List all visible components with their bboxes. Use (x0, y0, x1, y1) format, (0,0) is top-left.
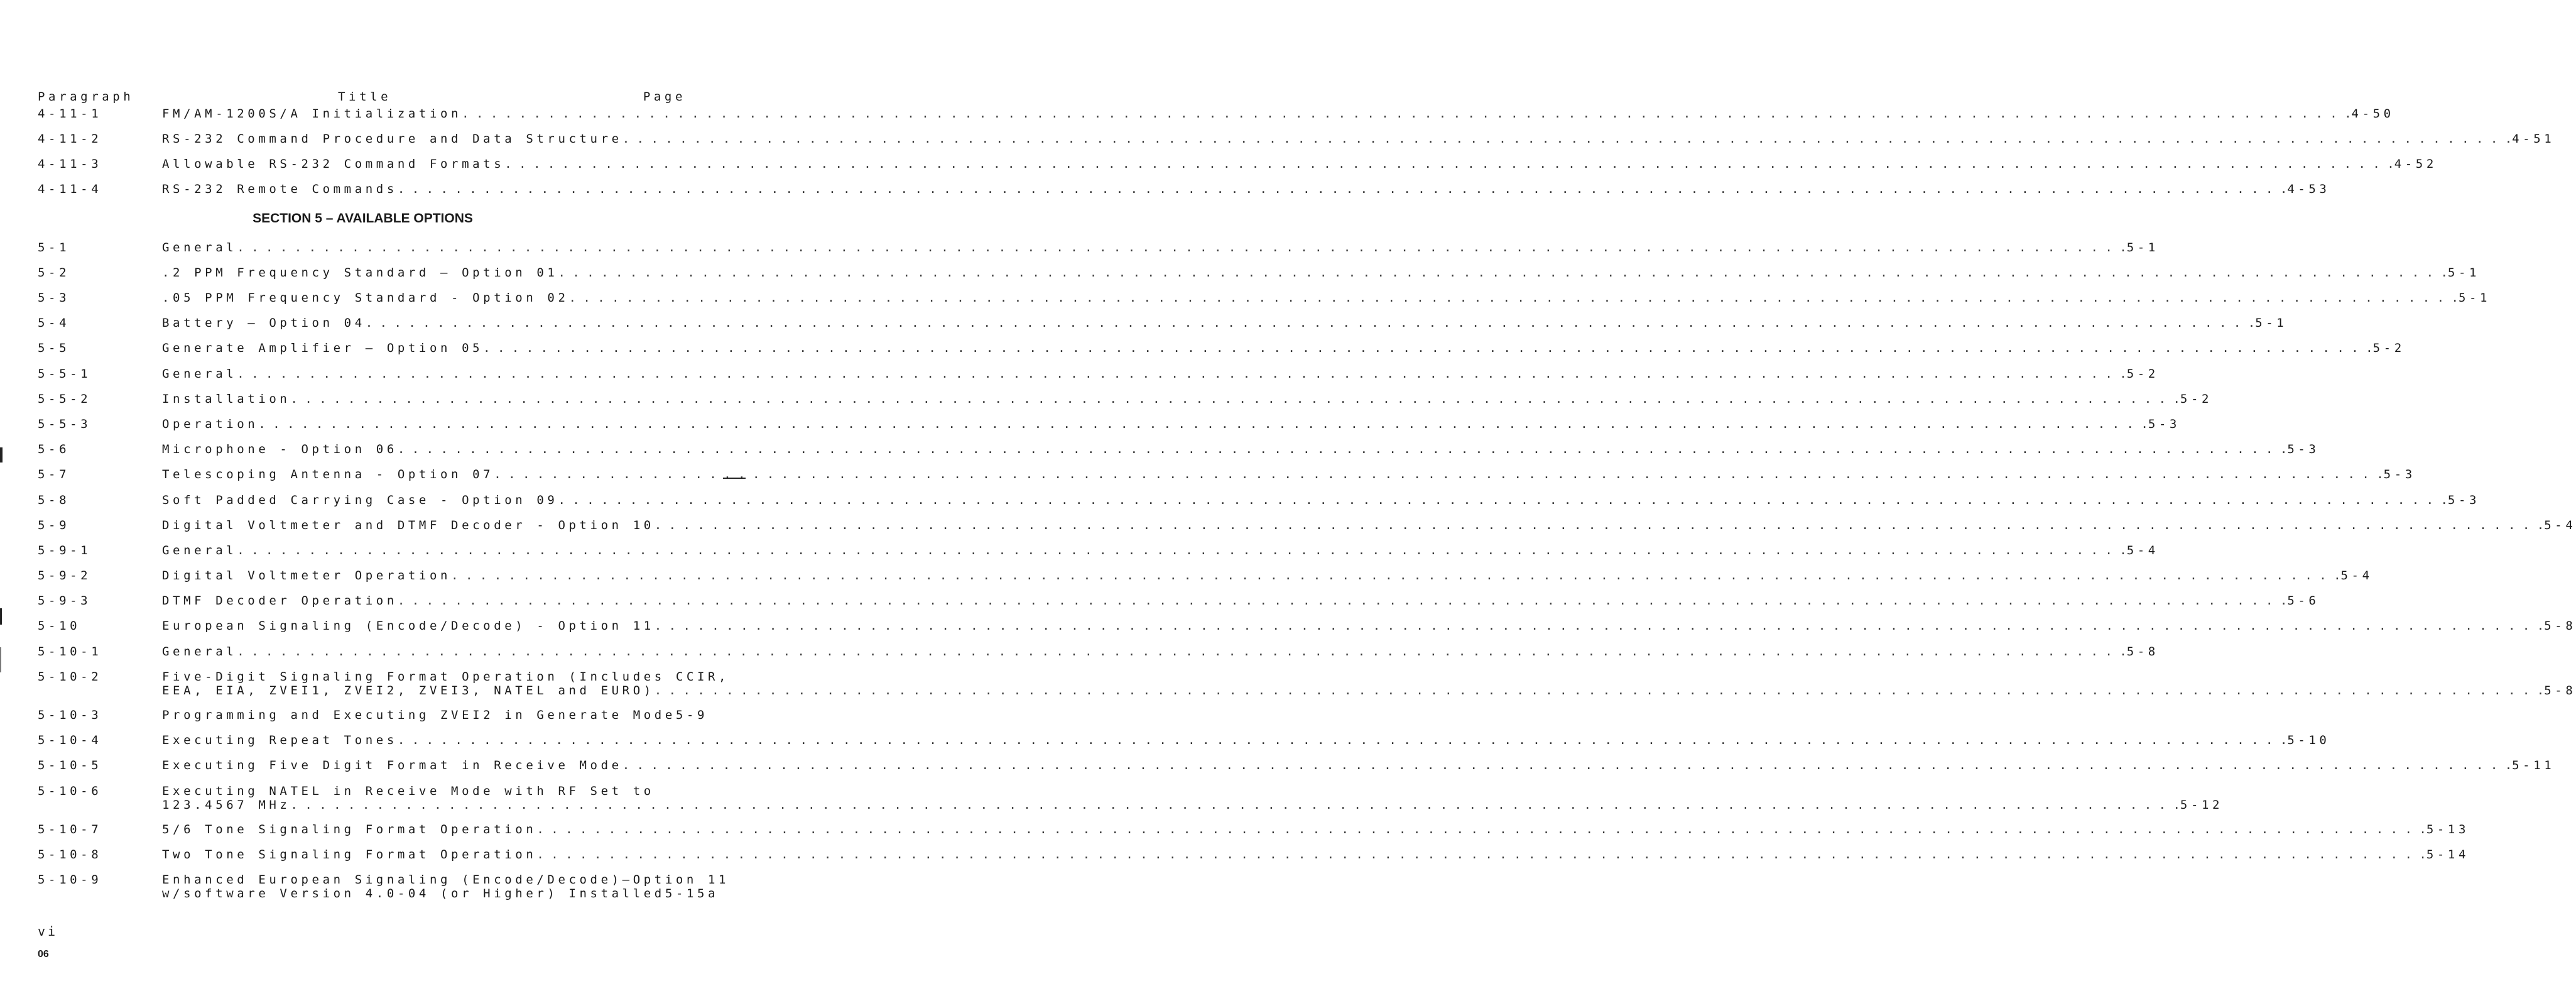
entry-title: Soft Padded Carrying Case - Option 09 (162, 493, 558, 507)
dot-leader (655, 684, 2544, 698)
toc-entry (162, 341, 2405, 355)
entry-line (162, 241, 2159, 254)
paragraph-number: 5-10-9 (38, 873, 102, 887)
entry-title: Enhanced European Signaling (Encode/Decode)–Option 11 (162, 873, 730, 887)
entry-line (162, 367, 2159, 381)
page-reference: 5-3 (2148, 417, 2180, 431)
entry-line (162, 670, 730, 684)
entry-title: RS-232 Remote Commands (162, 182, 398, 196)
entry-title: Five-Digit Signaling Format Operation (Includes CCIR, (162, 670, 730, 684)
column-header-title: Title (338, 90, 392, 104)
paragraph-number: 4-11-4 (38, 182, 102, 196)
dot-leader (258, 417, 2148, 431)
entry-title: 123.4567 MHz (162, 798, 291, 812)
entry-title: General (162, 241, 237, 254)
page-reference: 5-6 (2287, 594, 2320, 608)
page-reference: 4-52 (2394, 157, 2437, 171)
paragraph-number: 5-9-3 (38, 594, 92, 608)
entry-title: Allowable RS-232 Command Formats (162, 157, 505, 171)
paragraph-number: 5-3 (38, 291, 70, 305)
toc-entry (162, 873, 730, 900)
paragraph-number: 5-5-3 (38, 417, 92, 431)
page-reference: 5-1 (2126, 241, 2159, 254)
entry-title: Telescoping Antenna - Option 07 (162, 468, 494, 481)
entry-line (162, 392, 2213, 406)
dot-leader (290, 798, 2180, 812)
dot-leader (398, 182, 2287, 196)
entry-line (162, 544, 2159, 557)
page-reference: 5-2 (2180, 392, 2213, 406)
toc-entry (162, 266, 2481, 280)
entry-line (162, 266, 2481, 280)
entry-line (162, 887, 719, 900)
page-reference: 5-15a (665, 887, 719, 900)
paragraph-number: 5-8 (38, 493, 70, 507)
toc-entry (162, 442, 2320, 456)
dot-leader (558, 493, 2447, 507)
entry-line (162, 417, 2180, 431)
page-reference: 5-4 (2544, 518, 2576, 532)
page-reference: 5-14 (2426, 848, 2469, 862)
scan-mark (0, 447, 3, 462)
entry-line (162, 107, 2394, 121)
entry-title: General (162, 367, 237, 381)
entry-line (162, 784, 688, 798)
entry-title: .05 PPM Frequency Standard - Option 02 (162, 291, 569, 305)
paragraph-number: 4-11-2 (38, 132, 102, 146)
paragraph-number: 5-5-2 (38, 392, 92, 406)
paragraph-number: 5-9 (38, 518, 70, 532)
paragraph-number: 5-10-4 (38, 733, 102, 747)
entry-title: Operation (162, 417, 259, 431)
entry-title: 5/6 Tone Signaling Format Operation (162, 823, 537, 836)
page-reference: 5-8 (2544, 619, 2576, 633)
page-reference: 5-3 (2383, 468, 2416, 481)
page-reference: 5-1 (2447, 266, 2481, 280)
dot-leader (398, 442, 2287, 456)
entry-line (162, 684, 2576, 698)
page-reference: 5-8 (2544, 684, 2576, 698)
entry-title: w/software Version 4.0-04 (or Higher) Installed (162, 887, 665, 900)
entry-line (162, 758, 2555, 772)
entry-line (162, 518, 2576, 532)
toc-entry (162, 518, 2576, 532)
entry-line (162, 316, 2288, 330)
toc-entry (162, 544, 2159, 557)
entry-title: .2 PPM Frequency Standard – Option 01 (162, 266, 558, 280)
entry-line (162, 619, 2576, 633)
entry-title: Battery – Option 04 (162, 316, 366, 330)
entry-line (162, 594, 2320, 608)
toc-entry (162, 645, 2159, 659)
page-reference: 5-10 (2287, 733, 2330, 747)
toc-entry (162, 241, 2159, 254)
page-reference: 5-1 (2458, 291, 2491, 305)
page-reference: 5-3 (2287, 442, 2320, 456)
dot-leader (451, 569, 2340, 583)
paragraph-number: 4-11-1 (38, 107, 102, 121)
entry-title: Digital Voltmeter and DTMF Decoder - Option 10 (162, 518, 655, 532)
toc-entry (162, 316, 2288, 330)
dot-leader (536, 848, 2426, 862)
entry-line (162, 132, 2555, 146)
page-reference: 5-11 (2512, 758, 2555, 772)
entry-title: General (162, 544, 237, 557)
entry-line (162, 848, 2469, 862)
entry-title: Programming and Executing ZVEI2 in Generate Mode (162, 708, 676, 722)
entry-title: EEA, EIA, ZVEI1, ZVEI2, ZVEI3, NATEL and EURO) (162, 684, 655, 698)
toc-entry (162, 392, 2213, 406)
paragraph-number: 5-10-7 (38, 823, 102, 836)
page-reference: 5-9 (675, 708, 708, 722)
toc-entry (162, 848, 2469, 862)
entry-title: RS-232 Command Procedure and Data Structure (162, 132, 622, 146)
dot-leader (483, 341, 2372, 355)
toc-entry (162, 291, 2491, 305)
toc-entry (162, 493, 2481, 507)
entry-title: Digital Voltmeter Operation (162, 569, 452, 583)
page-reference: 5-3 (2447, 493, 2481, 507)
entry-title: Executing NATEL in Receive Mode with RF Set to (162, 784, 655, 798)
paragraph-number: 5-10-2 (38, 670, 102, 684)
dot-leader (366, 316, 2255, 330)
dot-leader (504, 157, 2394, 171)
column-header-paragraph: Paragraph (38, 90, 134, 104)
dot-leader (536, 823, 2426, 836)
paragraph-number: 5-10-3 (38, 708, 102, 722)
entry-line (162, 708, 708, 722)
paragraph-number: 5-10-6 (38, 784, 102, 798)
paragraph-number: 5-9-2 (38, 569, 92, 583)
entry-title: FM/AM-1200S/A Initialization (162, 107, 462, 121)
toc-entry (162, 619, 2576, 633)
toc-entry (162, 708, 708, 722)
entry-title: European Signaling (Encode/Decode) - Option 11 (162, 619, 655, 633)
paragraph-number: 5-5-1 (38, 367, 92, 381)
page-reference: 4-50 (2351, 107, 2394, 121)
page-reference: 4-53 (2287, 182, 2330, 196)
toc-entry (162, 733, 2330, 747)
page-reference: 5-2 (2372, 341, 2405, 355)
scan-mark (723, 478, 746, 479)
paragraph-number: 4-11-3 (38, 157, 102, 171)
column-header-page: Page (643, 90, 686, 104)
entry-title: Two Tone Signaling Format Operation (162, 848, 537, 862)
dot-leader (398, 733, 2287, 747)
section-heading: SECTION 5 – AVAILABLE OPTIONS (253, 211, 473, 226)
page-reference: 5-1 (2255, 316, 2288, 330)
paragraph-number: 5-5 (38, 341, 70, 355)
entry-title: DTMF Decoder Operation (162, 594, 398, 608)
toc-entry (162, 670, 2576, 698)
page-reference: 4-51 (2512, 132, 2555, 146)
paragraph-number: 5-10 (38, 619, 81, 633)
entry-title: Executing Repeat Tones (162, 733, 398, 747)
paragraph-number: 5-10-1 (38, 645, 102, 659)
entry-line (162, 645, 2159, 659)
toc-entry (162, 367, 2159, 381)
paragraph-number: 5-2 (38, 266, 70, 280)
dot-leader (622, 758, 2512, 772)
dot-leader (237, 241, 2126, 254)
entry-title: Microphone - Option 06 (162, 442, 398, 456)
entry-title: General (162, 645, 237, 659)
dot-leader (398, 594, 2287, 608)
toc-entry (162, 569, 2373, 583)
dot-leader (494, 468, 2383, 481)
toc-entry (162, 758, 2555, 772)
toc-entry (162, 182, 2330, 196)
toc-entry (162, 132, 2555, 146)
dot-leader (655, 518, 2544, 532)
dot-leader (237, 645, 2126, 659)
paragraph-number: 5-1 (38, 241, 70, 254)
dot-leader (237, 367, 2126, 381)
scan-mark (0, 608, 2, 625)
toc-entry (162, 823, 2469, 836)
paragraph-number: 5-6 (38, 442, 70, 456)
entry-line (162, 569, 2373, 583)
dot-leader (622, 132, 2512, 146)
entry-line (162, 798, 2224, 812)
toc-entry (162, 157, 2437, 171)
page-reference: 5-12 (2180, 798, 2224, 812)
paragraph-number: 5-4 (38, 316, 70, 330)
dot-leader (568, 291, 2458, 305)
dot-leader (558, 266, 2447, 280)
entry-line (162, 291, 2491, 305)
entry-title: Generate Amplifier – Option 05 (162, 341, 484, 355)
dot-leader (290, 392, 2180, 406)
entry-line (162, 873, 730, 887)
page-folio: vi (38, 924, 58, 939)
revision-number: 06 (38, 949, 49, 960)
paragraph-number: 5-9-1 (38, 544, 92, 557)
paragraph-number: 5-7 (38, 468, 70, 481)
dot-leader (655, 619, 2544, 633)
entry-title: Installation (162, 392, 291, 406)
paragraph-number: 5-10-5 (38, 758, 102, 772)
entry-line (162, 493, 2481, 507)
dot-leader (462, 107, 2351, 121)
toc-entry (162, 417, 2180, 431)
page-reference: 5-4 (2340, 569, 2373, 583)
dot-leader (237, 544, 2126, 557)
entry-line (162, 823, 2469, 836)
entry-line (162, 442, 2320, 456)
entry-line (162, 468, 2416, 481)
page-reference: 5-8 (2126, 645, 2159, 659)
toc-entry (162, 468, 2416, 481)
paragraph-number: 5-10-8 (38, 848, 102, 862)
scan-mark (0, 647, 1, 672)
toc-entry (162, 107, 2394, 121)
page-reference: 5-2 (2126, 367, 2159, 381)
entry-line (162, 182, 2330, 196)
entry-title: Executing Five Digit Format in Receive Mode (162, 758, 622, 772)
entry-line (162, 157, 2437, 171)
entry-line (162, 341, 2405, 355)
toc-entry (162, 594, 2320, 608)
page-reference: 5-4 (2126, 544, 2159, 557)
entry-line (162, 733, 2330, 747)
toc-entry (162, 784, 2224, 812)
page-reference: 5-13 (2426, 823, 2469, 836)
